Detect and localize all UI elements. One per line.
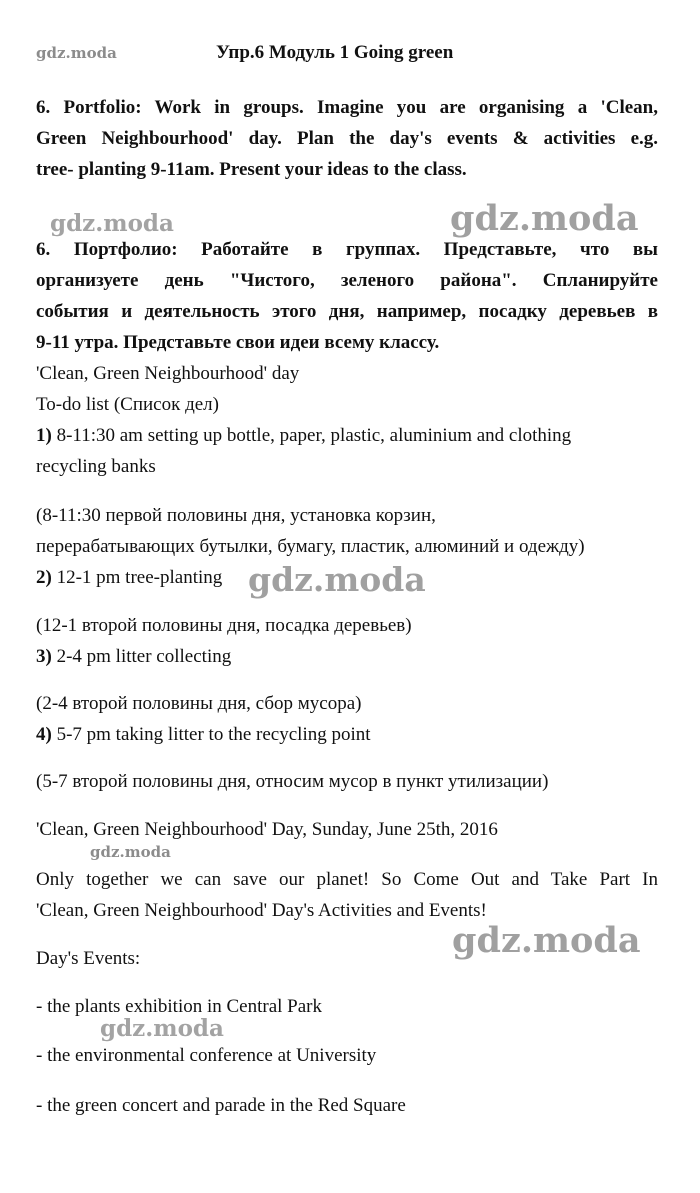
header-watermark: gdz.moda [36, 44, 117, 62]
task-en-line: 6. Portfolio: Work in groups. Imagine you are organising a 'Clean, [36, 97, 658, 118]
task-ru-line: организуете день "Чистого, зеленого района". Спланируйте [36, 270, 658, 291]
event-item: - the environmental conference at University [36, 1045, 377, 1066]
todo-item-1-translation: перерабатывающих бутылки, бумагу, пластик, алюминий и одежду) [36, 536, 585, 557]
item-number: 3) [36, 646, 52, 667]
item-number: 2) [36, 567, 52, 588]
item-number: 1) [36, 425, 52, 446]
todo-item-4-translation: (5-7 второй половины дня, относим мусор в пункт утилизации) [36, 771, 549, 792]
day-title: 'Clean, Green Neighbourhood' day [36, 363, 300, 384]
todo-item-1-translation: (8-11:30 первой половины дня, установка корзин, [36, 505, 436, 526]
watermark: gdz.moda [248, 560, 426, 599]
todo-item-4 [36, 723, 658, 747]
task-ru-line: 9-11 утра. Представьте свои идеи всему классу. [36, 332, 440, 353]
page-title: Упр.6 Модуль 1 Going green [216, 42, 454, 63]
task-ru-line: события и деятельность этого дня, например, посадку деревьев в [36, 301, 658, 322]
watermark: gdz.moda [100, 1015, 224, 1042]
slogan-line: Only together we can save our planet! So Come Out and Take Part In [36, 869, 658, 890]
poster-title: 'Clean, Green Neighbourhood' Day, Sunday, June 25th, 2016 [36, 819, 498, 840]
slogan-line: 'Clean, Green Neighbourhood' Day's Activities and Events! [36, 900, 487, 921]
watermark: gdz.moda [452, 920, 641, 961]
watermark: gdz.moda [450, 198, 639, 239]
item-number: 4) [36, 724, 52, 745]
todo-item-3-translation: (2-4 второй половины дня, сбор мусора) [36, 693, 362, 714]
event-item: - the green concert and parade in the Red Square [36, 1095, 406, 1116]
task-ru-line: 6. Портфолио: Работайте в группах. Представьте, что вы [36, 239, 658, 260]
task-en-line: tree- planting 9-11am. Present your ideas to the class. [36, 159, 467, 180]
todo-item-3 [36, 645, 658, 669]
todo-item-2-translation: (12-1 второй половины дня, посадка деревьев) [36, 615, 412, 636]
events-heading: Day's Events: [36, 948, 141, 969]
item-text: 12-1 pm tree-planting [56, 567, 223, 588]
todo-heading: To-do list (Список дел) [36, 394, 219, 415]
item-text: 8-11:30 am setting up bottle, paper, plastic, aluminium and clothing [56, 425, 572, 446]
todo-item-1 [36, 424, 658, 448]
watermark: gdz.moda [90, 843, 171, 861]
todo-item-1-cont: recycling banks [36, 456, 156, 477]
event-item: - the plants exhibition in Central Park [36, 996, 323, 1017]
watermark: gdz.moda [50, 210, 174, 237]
item-text: 5-7 pm taking litter to the recycling point [56, 724, 371, 745]
task-en-line: Green Neighbourhood' day. Plan the day's events & activities e.g. [36, 128, 658, 149]
item-text: 2-4 pm litter collecting [56, 646, 232, 667]
